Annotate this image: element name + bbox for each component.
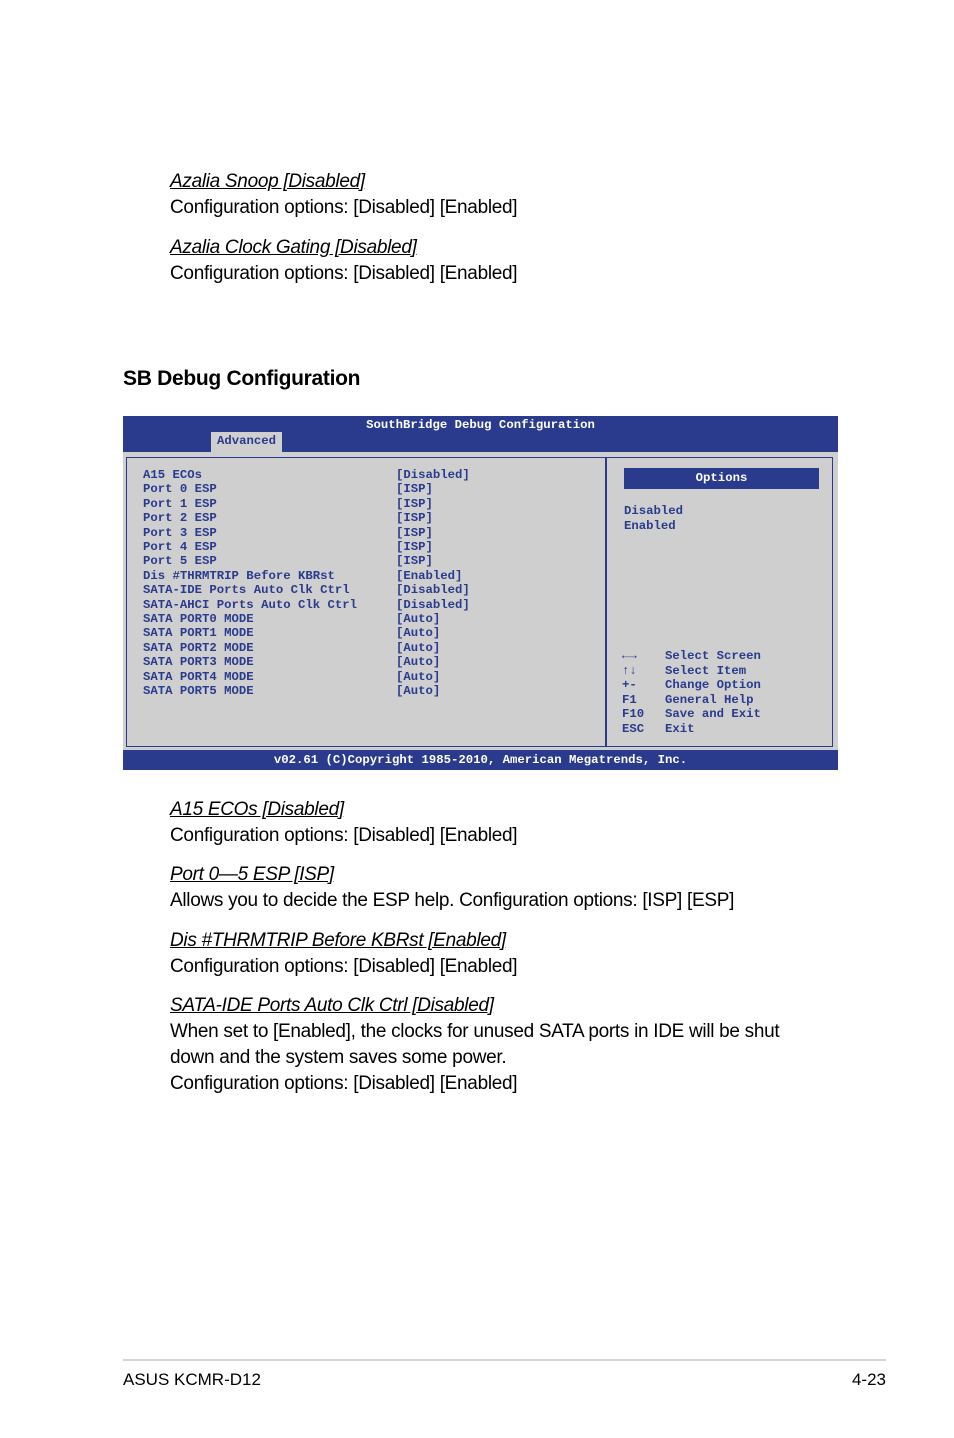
item-text-port-esp: Allows you to decide the ESP help. Configuration options: [ISP] [ESP] [170, 890, 735, 911]
arrow-left-right-icon: ←→ [622, 649, 637, 663]
setting-value: [ISP] [396, 525, 433, 540]
item-text-dis-thrmtrip: Configuration options: [Disabled] [Enabled] [170, 956, 518, 977]
settings-panel [127, 458, 607, 746]
item-text-sata-ide-clk-2: down and the system saves some power. [170, 1047, 507, 1068]
setting-value: [Disabled] [396, 583, 470, 598]
setting-label: Port 1 ESP [143, 496, 217, 511]
setting-label: SATA PORT2 MODE [143, 640, 254, 655]
item-title-a15-ecos: A15 ECOs [Disabled] [170, 799, 344, 820]
footer-page-number: 4-23 [851, 1370, 886, 1389]
setting-value: [Disabled] [396, 468, 470, 482]
setting-label: SATA-AHCI Ports Auto Clk Ctrl [143, 597, 358, 612]
setting-label: Port 2 ESP [143, 511, 217, 526]
setting-value: [Auto] [396, 612, 441, 626]
item-text-a15-ecos: Configuration options: [Disabled] [Enabled] [170, 825, 518, 846]
key-description: Select Item [665, 663, 747, 678]
item-text-azalia-snoop: Configuration options: [Disabled] [Enabled] [170, 197, 518, 218]
item-title-dis-thrmtrip: Dis #THRMTRIP Before KBRst [Enabled] [170, 930, 506, 951]
setting-value: [ISP] [396, 554, 433, 569]
setting-value: [Disabled] [396, 597, 470, 612]
setting-value: [ISP] [396, 496, 433, 511]
key-label: ESC [622, 721, 645, 736]
setting-value: [Auto] [396, 655, 441, 670]
setting-value: [ISP] [396, 511, 433, 526]
setting-value: [Auto] [396, 684, 441, 698]
setting-value: [Auto] [396, 640, 441, 655]
bios-header [123, 416, 838, 452]
section-heading: SB Debug Configuration [123, 367, 361, 390]
setting-label: SATA PORT4 MODE [143, 669, 254, 684]
key-label: +- [622, 678, 637, 692]
key-description: Save and Exit [665, 707, 761, 721]
setting-value: [Enabled] [396, 568, 463, 583]
item-title-port-esp: Port 0—5 ESP [ISP] [170, 864, 334, 885]
key-label: F10 [622, 707, 645, 721]
bios-body [126, 457, 833, 747]
bios-screen [123, 416, 838, 770]
bios-footer: v02.61 (C)Copyright 1985-2010, American Megatrends, Inc. [123, 750, 838, 770]
key-description: Change Option [665, 678, 761, 692]
option-enabled[interactable]: Enabled [624, 519, 676, 533]
setting-label: Port 3 ESP [143, 525, 217, 540]
footer-divider [123, 1359, 886, 1361]
setting-value: [Auto] [396, 669, 441, 684]
setting-value: [Auto] [396, 626, 441, 641]
option-disabled[interactable]: Disabled [624, 504, 684, 518]
tab-advanced[interactable]: Advanced [211, 432, 282, 452]
options-title: Options [624, 468, 819, 489]
setting-label: Port 5 ESP [143, 554, 217, 569]
item-title-azalia-clock-gating: Azalia Clock Gating [Disabled] [170, 237, 417, 258]
setting-label: Dis #THRMTRIP Before KBRst [143, 568, 335, 583]
setting-label: SATA PORT0 MODE [143, 612, 254, 626]
footer-product-name: ASUS KCMR-D12 [123, 1370, 261, 1389]
key-description: General Help [665, 692, 754, 707]
item-text-sata-ide-clk-1: When set to [Enabled], the clocks for unused SATA ports in IDE will be shut [170, 1021, 780, 1042]
setting-label: SATA-IDE Ports Auto Clk Ctrl [143, 583, 350, 598]
setting-label: SATA PORT1 MODE [143, 626, 254, 641]
setting-label: Port 4 ESP [143, 540, 217, 554]
item-text-azalia-clock-gating: Configuration options: [Disabled] [Enabled] [170, 263, 518, 284]
setting-value: [ISP] [396, 540, 433, 554]
setting-label: Port 0 ESP [143, 482, 217, 497]
key-label: F1 [622, 692, 637, 707]
key-description: Exit [665, 721, 695, 736]
setting-label: SATA PORT3 MODE [143, 655, 254, 670]
bios-title: SouthBridge Debug Configuration [366, 418, 595, 432]
arrow-up-down-icon: ↑↓ [622, 663, 637, 678]
item-text-sata-ide-clk-3: Configuration options: [Disabled] [Enabled] [170, 1073, 518, 1094]
key-description: Select Screen [665, 649, 761, 663]
item-title-sata-ide-clk: SATA-IDE Ports Auto Clk Ctrl [Disabled] [170, 995, 494, 1016]
item-title-azalia-snoop: Azalia Snoop [Disabled] [170, 171, 365, 192]
setting-label: SATA PORT5 MODE [143, 684, 254, 698]
setting-value: [ISP] [396, 482, 433, 497]
help-panel [607, 458, 832, 746]
setting-label: A15 ECOs [143, 468, 203, 482]
